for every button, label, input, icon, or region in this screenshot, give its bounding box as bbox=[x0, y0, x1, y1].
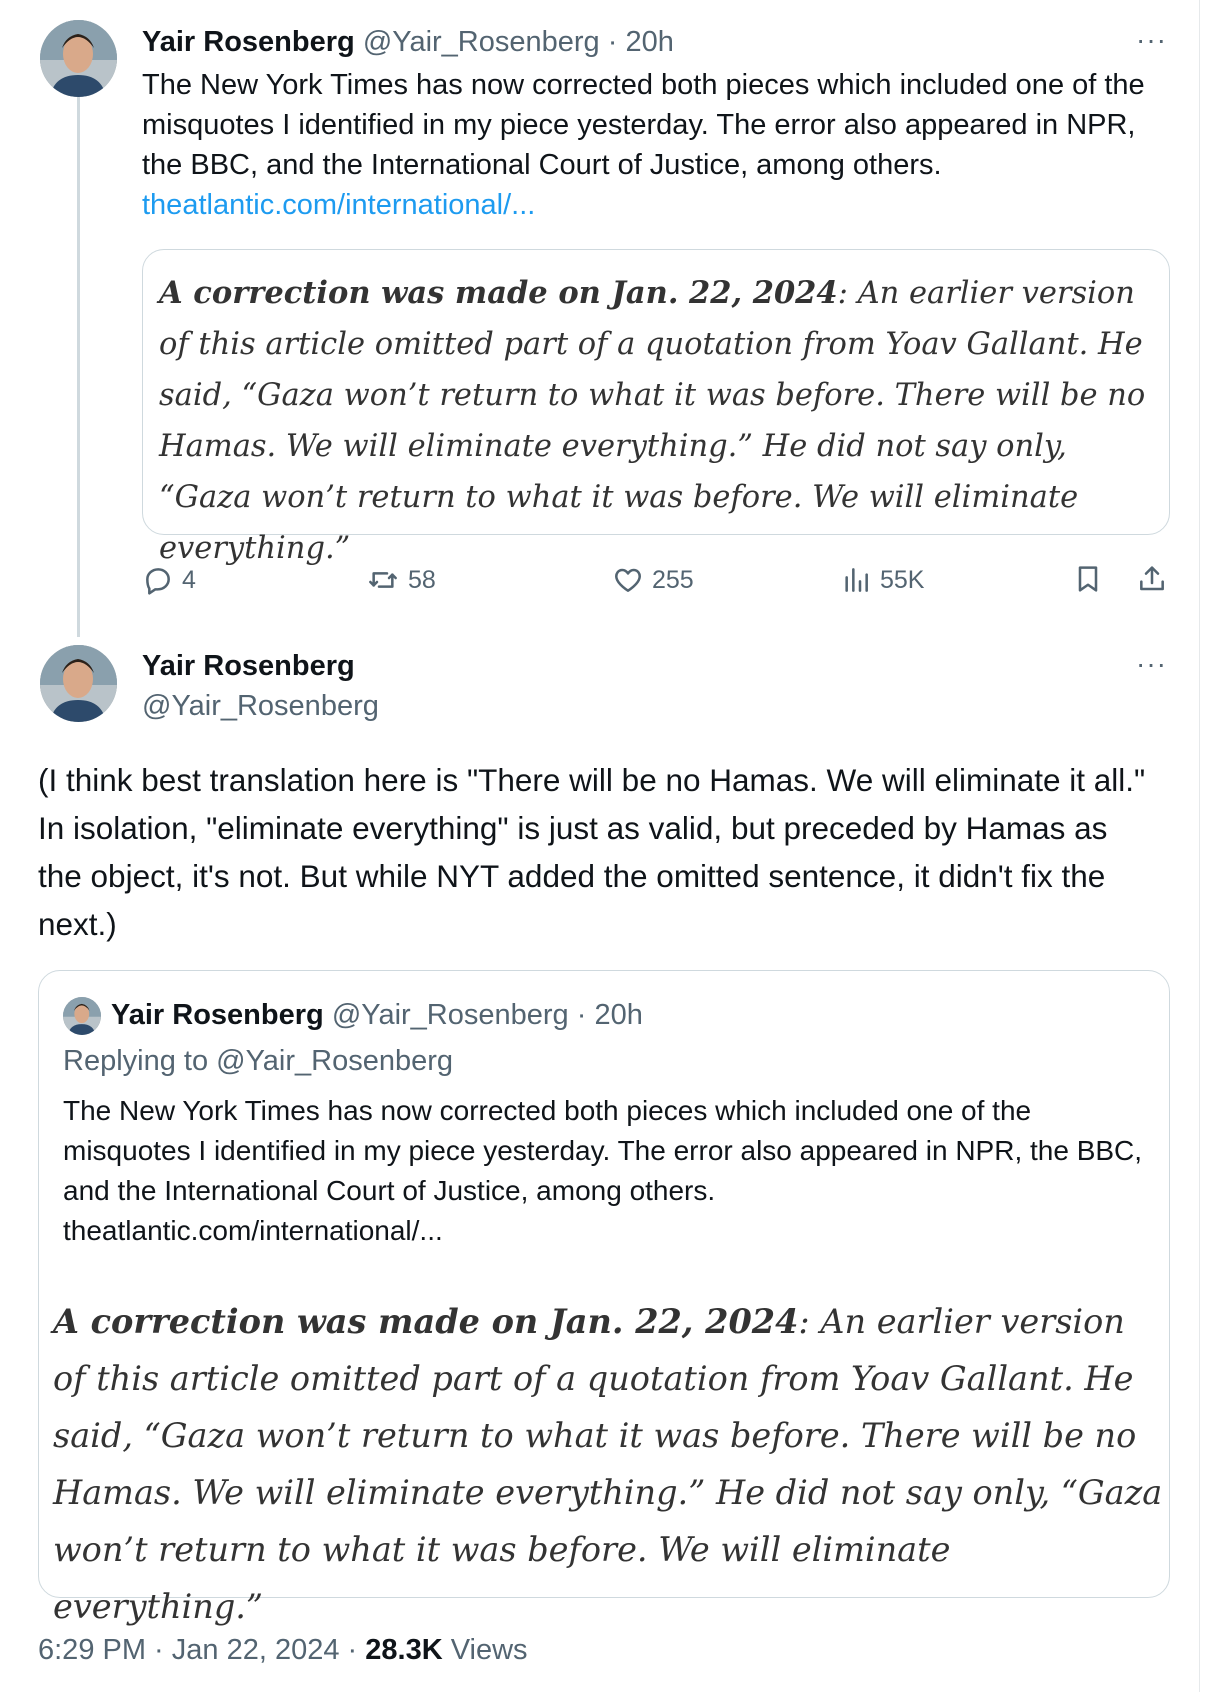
like-icon bbox=[612, 564, 644, 596]
tweet-time[interactable]: · 20h bbox=[607, 26, 674, 58]
like-count: 255 bbox=[652, 565, 694, 594]
quoted-header bbox=[111, 995, 643, 1035]
tweet-meta bbox=[38, 1630, 528, 1670]
quoted-correction-body: : An earlier version of this article omitted part of a quotation from Yoav Gallant. He said, “Gaza won’t return to what it was before. There will be no Hamas. We will eliminate everything.” He did not say only, “Gaza won’t return to what it was before. We will eliminate everything.” bbox=[53, 1302, 1163, 1626]
avatar[interactable] bbox=[40, 20, 117, 97]
reply-count: 4 bbox=[182, 565, 196, 594]
views-label: Views bbox=[450, 1634, 528, 1666]
tweet-body bbox=[142, 65, 1182, 225]
views-button[interactable] bbox=[840, 562, 924, 598]
quoted-text: The New York Times has now corrected both pieces which included one of the misquotes I identified in my piece yesterday. The error also appeared in NPR, the BBC, and the International Court of Justice, among others. bbox=[63, 1095, 1143, 1206]
share-icon bbox=[1136, 562, 1168, 596]
repost-icon bbox=[366, 564, 400, 596]
tweet-link[interactable]: theatlantic.com/international/... bbox=[142, 189, 536, 221]
thread-line bbox=[77, 97, 80, 637]
avatar-photo-icon bbox=[63, 997, 101, 1035]
quoted-tweet[interactable] bbox=[38, 970, 1170, 1626]
repost-button[interactable] bbox=[366, 562, 436, 598]
avatar bbox=[63, 997, 101, 1035]
quoted-tweet-time: · 20h bbox=[576, 999, 643, 1031]
correction-body: : An earlier version of this article omitted part of a quotation from Yoav Gallant. He said, “Gaza won’t return to what it was before. There will be no Hamas. We will eliminate everything.” He did not say only, “Gaza won’t return to what it was before. We will eliminate everything.” bbox=[159, 276, 1146, 566]
tweet-text: The New York Times has now corrected both pieces which included one of the misquotes I identified in my piece yesterday. The error also appeared in NPR, the BBC, and the International Court of Justice, among others. bbox=[142, 69, 1145, 181]
author-handle[interactable]: @Yair_Rosenberg bbox=[142, 690, 379, 722]
more-options-button[interactable]: ··· bbox=[1136, 648, 1167, 679]
tweet-header bbox=[142, 22, 674, 62]
correction-text bbox=[159, 268, 1159, 574]
views-icon bbox=[840, 564, 872, 596]
tweet-text: (I think best translation here is "There will be no Hamas. We will eliminate it all." In isolation, "eliminate everything" is just as valid, but preceded by Hamas as the object, it's not. But while NYT added the omitted sentence, it didn't fix the next.) bbox=[38, 762, 1146, 942]
quoted-author-name: Yair Rosenberg bbox=[111, 999, 324, 1031]
author-name[interactable]: Yair Rosenberg bbox=[142, 650, 355, 682]
quoted-body bbox=[63, 1091, 1153, 1251]
author-handle[interactable]: @Yair_Rosenberg bbox=[362, 26, 600, 58]
tweet-timestamp[interactable]: 6:29 PM · Jan 22, 2024 · bbox=[38, 1634, 358, 1666]
author-name[interactable]: Yair Rosenberg bbox=[142, 26, 355, 58]
avatar[interactable] bbox=[40, 645, 117, 722]
like-button[interactable] bbox=[612, 562, 694, 598]
share-button[interactable] bbox=[1136, 562, 1168, 601]
tweet-header bbox=[142, 646, 379, 726]
more-options-button[interactable]: ··· bbox=[1136, 24, 1167, 55]
quoted-correction-text bbox=[53, 1293, 1163, 1635]
repost-count: 58 bbox=[408, 565, 436, 594]
bookmark-icon bbox=[1072, 562, 1104, 596]
replying-to: Replying to @Yair_Rosenberg bbox=[63, 1045, 453, 1077]
views-count: 55K bbox=[880, 565, 925, 594]
reply-icon bbox=[142, 564, 174, 596]
reply-button[interactable] bbox=[142, 562, 196, 598]
correction-lead: A correction was made on Jan. 22, 2024 bbox=[159, 275, 838, 311]
quoted-author-handle: @Yair_Rosenberg bbox=[331, 999, 569, 1031]
quoted-link: theatlantic.com/international/... bbox=[63, 1215, 443, 1246]
views-total: 28.3K bbox=[365, 1634, 443, 1666]
avatar-photo-icon bbox=[40, 20, 117, 97]
correction-card[interactable] bbox=[142, 249, 1170, 566]
avatar-photo-icon bbox=[40, 645, 117, 722]
quoted-correction-lead: A correction was made on Jan. 22, 2024 bbox=[53, 1302, 799, 1341]
bookmark-button[interactable] bbox=[1072, 562, 1104, 601]
